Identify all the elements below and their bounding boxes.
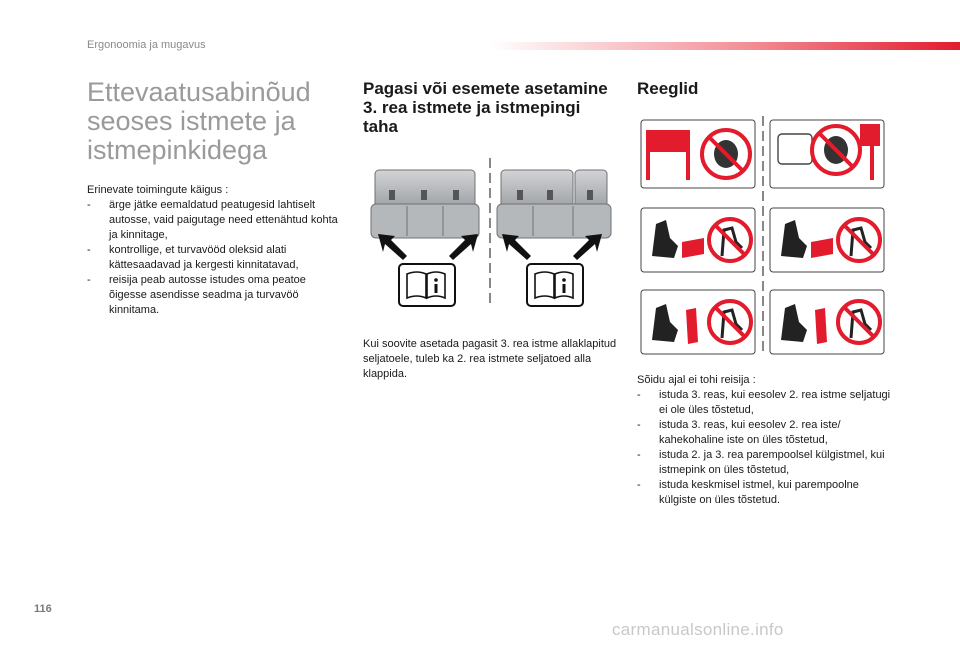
- left-body: [87, 183, 339, 318]
- section-title: Ergonoomia ja mugavus: [87, 39, 206, 51]
- page-number: 116: [34, 603, 52, 615]
- rule-pictogram: [770, 290, 884, 354]
- seat-luggage-illustration: [363, 156, 623, 314]
- rule-pictogram: [770, 208, 884, 272]
- rule-pictogram: [770, 120, 884, 188]
- seat-rules-pictograms: [638, 116, 888, 356]
- middle-heading: Pagasi või esemete asetamine 3. rea istmete ja istmepingi taha: [363, 79, 608, 136]
- left-list: [87, 198, 339, 318]
- list-item: - ärge jätke eemaldatud peatugesid lahtiselt autosse, vaid paigutage need ettenähtud kohta ja kinnitage,: [87, 198, 339, 243]
- right-intro: Sõidu ajal ei tohi reisija :: [637, 374, 756, 386]
- middle-text: Kui soovite asetada pagasit 3. rea istme allaklapitud seljatoele, tuleb ka 2. rea istmete seljatoed alla klappida.: [363, 338, 617, 380]
- list-item: - istuda 3. reas, kui eesolev 2. rea istme seljatugi ei ole üles tõstetud,: [637, 388, 899, 418]
- book-info-icon: [527, 264, 583, 306]
- left-intro: Erinevate toimingute käigus :: [87, 184, 229, 196]
- right-body: [637, 373, 899, 508]
- list-item: - reisija peab autosse istudes oma peatoe õigesse asendisse seadma ja turvavöö kinnitama.: [87, 273, 339, 318]
- right-heading: Reeglid: [637, 79, 699, 98]
- list-item: - istuda keskmisel istmel, kui parempoolne külgiste on üles tõstetud.: [637, 478, 899, 508]
- main-heading: Ettevaatusabinõud seoses istmete ja istmepinkidega: [87, 77, 311, 165]
- rear-seat-left: [371, 170, 479, 238]
- right-list: [637, 388, 899, 508]
- watermark: carmanualsonline.info: [612, 620, 784, 639]
- middle-body: [363, 337, 621, 382]
- list-item: - istuda 3. reas, kui eesolev 2. rea iste/ kahekohaline iste on üles tõstetud,: [637, 418, 899, 448]
- book-info-icon: [399, 264, 455, 306]
- header-accent-bar: [490, 42, 960, 50]
- list-item: - istuda 2. ja 3. rea parempoolsel külgistmel, kui istmepink on üles tõstetud,: [637, 448, 899, 478]
- rule-pictogram: [641, 208, 755, 272]
- list-item: - kontrollige, et turvavööd oleksid alati kättesaadavad ja kergesti kinnitatavad,: [87, 243, 339, 273]
- rule-pictogram: [641, 290, 755, 354]
- rule-pictogram: [641, 120, 755, 188]
- rear-seat-right: [497, 170, 611, 238]
